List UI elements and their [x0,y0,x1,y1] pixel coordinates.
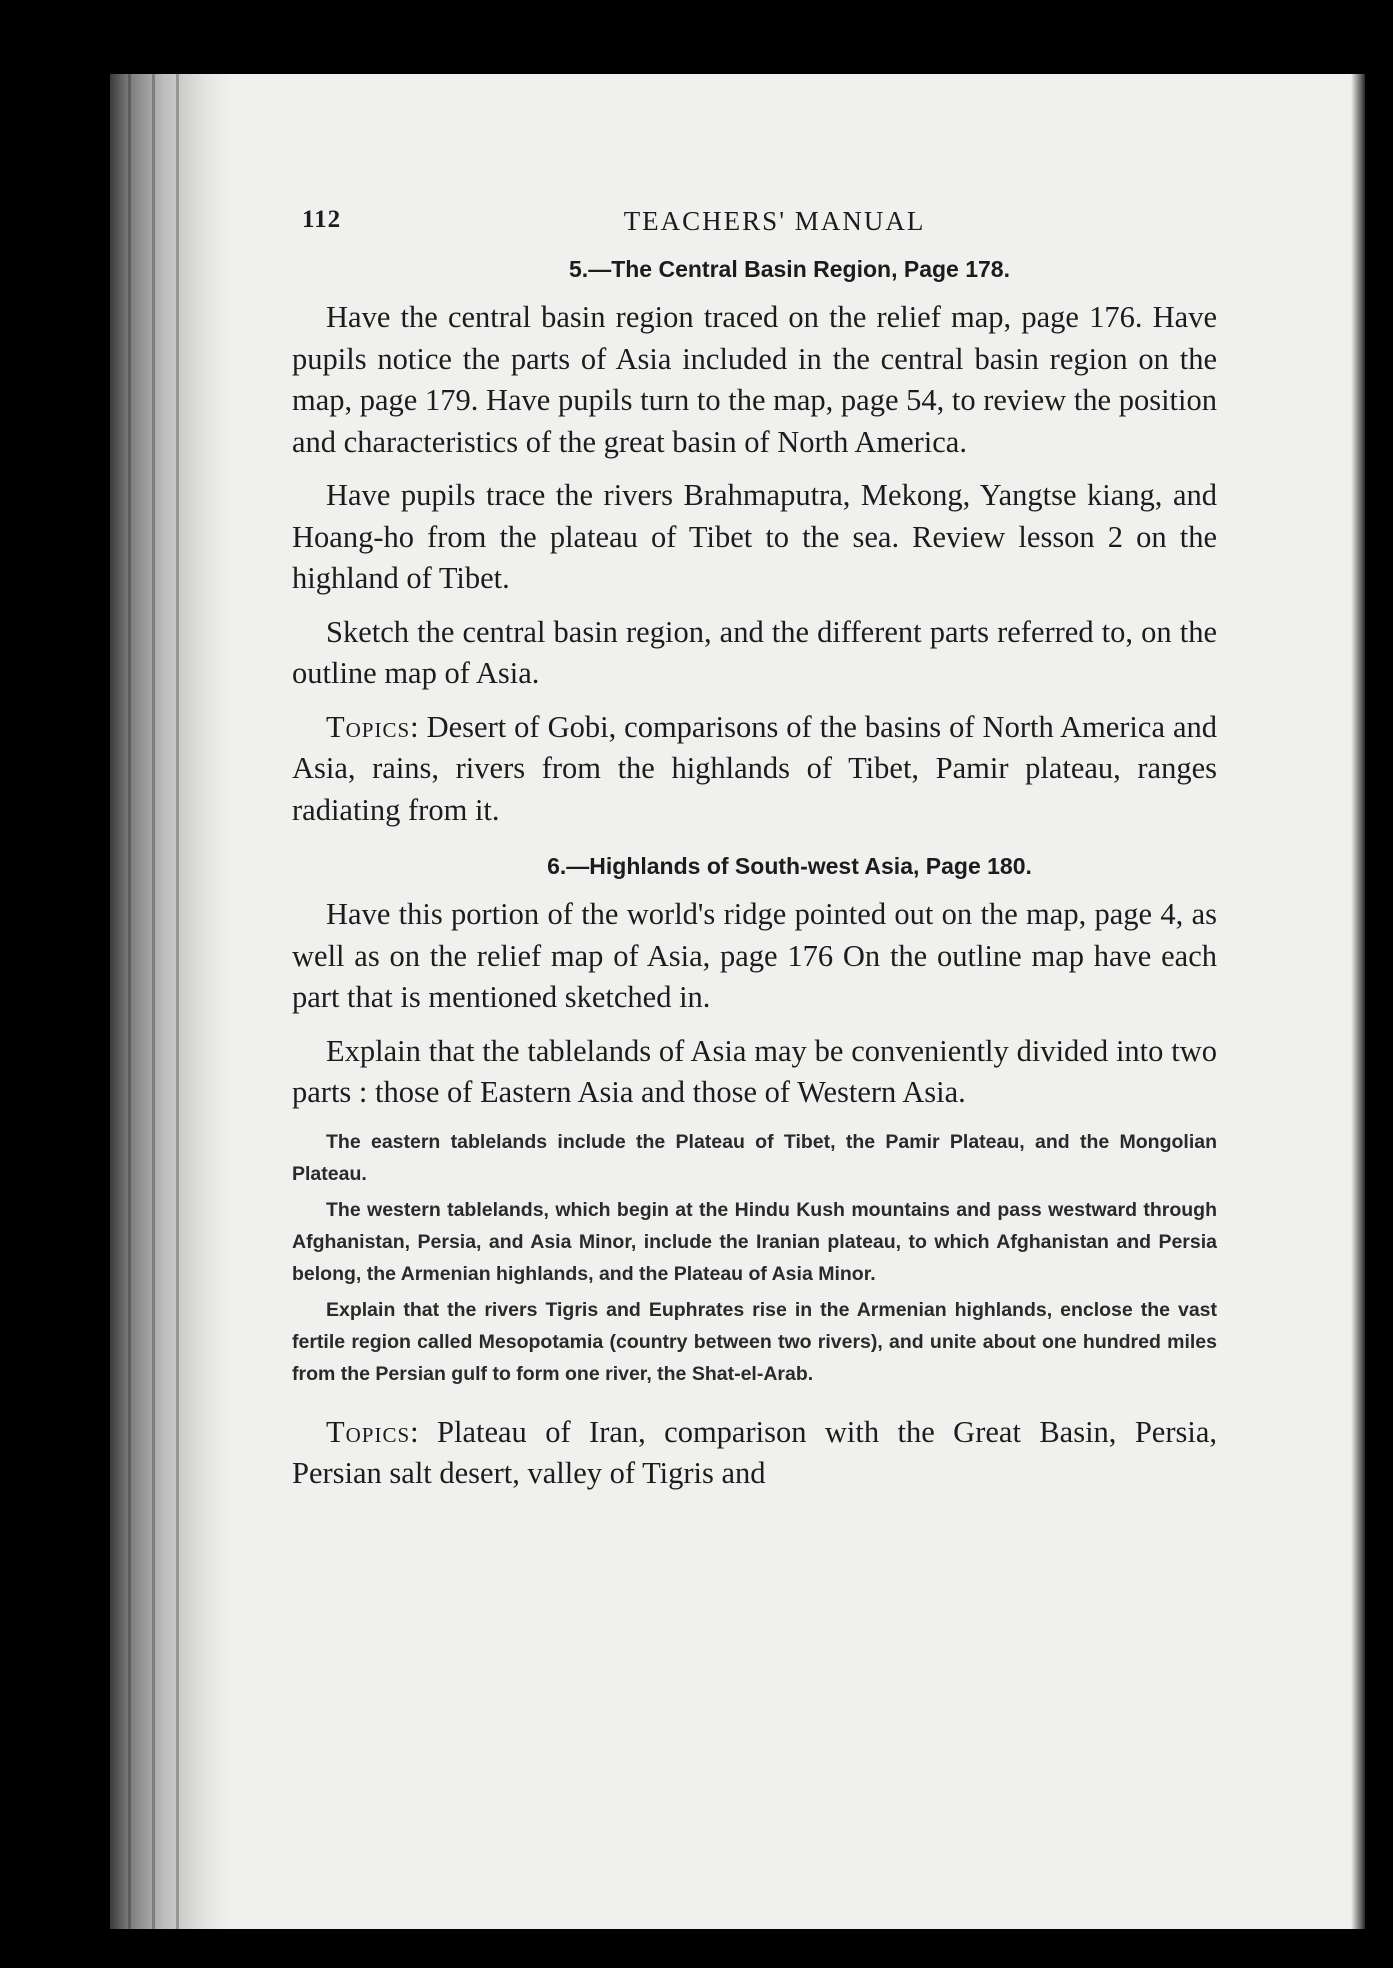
topics-text: : Desert of Gobi, comparisons of the basins of North America and Asia, rains, rivers from the highlands of Tibet, Pamir plateau, ranges radiating from it. [292,709,1217,827]
small-paragraph: The eastern tablelands include the Plateau of Tibet, the Pamir Plateau, and the Mongolian Plateau. [292,1130,1217,1185]
page-content [292,124,1217,1507]
paragraph: Explain that the tablelands of Asia may be conveniently divided into two parts : those of Eastern Asia and those of Western Asia. [292,1033,1217,1109]
running-head [292,206,1217,246]
page-number: 112 [302,206,342,233]
topics-text: : Plateau of Iran, comparison with the Great Basin, Persia, Persian salt desert, valley of Tigris and [292,1414,1217,1490]
paragraph: Have pupils trace the rivers Brahmaputra, Mekong, Yangtse kiang, and Hoang-ho from the plateau of Tibet to the sea. Review lesson 2 on the highland of Tibet. [292,478,1217,595]
topics-label: Topics [326,709,411,744]
topics-paragraph [292,707,1217,832]
running-title: TEACHERS' MANUAL [623,206,926,236]
section-heading-5: 5.—The Central Basin Region, Page 178. [569,256,1010,282]
section-heading-6: 6.—Highlands of South-west Asia, Page 180. [547,853,1032,879]
gutter-stripe [176,74,179,1929]
paragraph: Have the central basin region traced on the relief map, page 176. Have pupils notice the parts of Asia included in the central basin region on the map, page 179. Have pupils turn to the map, page 54, to review the position and characteristics of the great basin of North America. [292,300,1217,459]
gutter-stripe [152,74,155,1929]
topics-paragraph [292,1412,1217,1495]
small-paragraph: Explain that the rivers Tigris and Euphrates rise in the Armenian highlands, enclose the vast fertile region called Mesopotamia (country between two rivers), and unite about one hundred miles from the Persian gulf to form one river, the Shat-el-Arab. [292,1298,1217,1385]
small-paragraph: The western tablelands, which begin at the Hindu Kush mountains and pass westward through Afghanistan, Persia, and Asia Minor, include the Iranian plateau, to which Afghanistan and Persia belong, the Armenian highlands, and the Plateau of Asia Minor. [292,1198,1217,1285]
paragraph: Have this portion of the world's ridge pointed out on the map, page 4, as well as on the relief map of Asia, page 176 On the outline map have each part that is mentioned sketched in. [292,897,1217,1014]
paragraph: Sketch the central basin region, and the different parts referred to, on the outline map of Asia. [292,614,1217,690]
gutter-stripe [128,74,131,1929]
topics-label: Topics [326,1414,411,1449]
page-right-edge [1351,74,1365,1929]
